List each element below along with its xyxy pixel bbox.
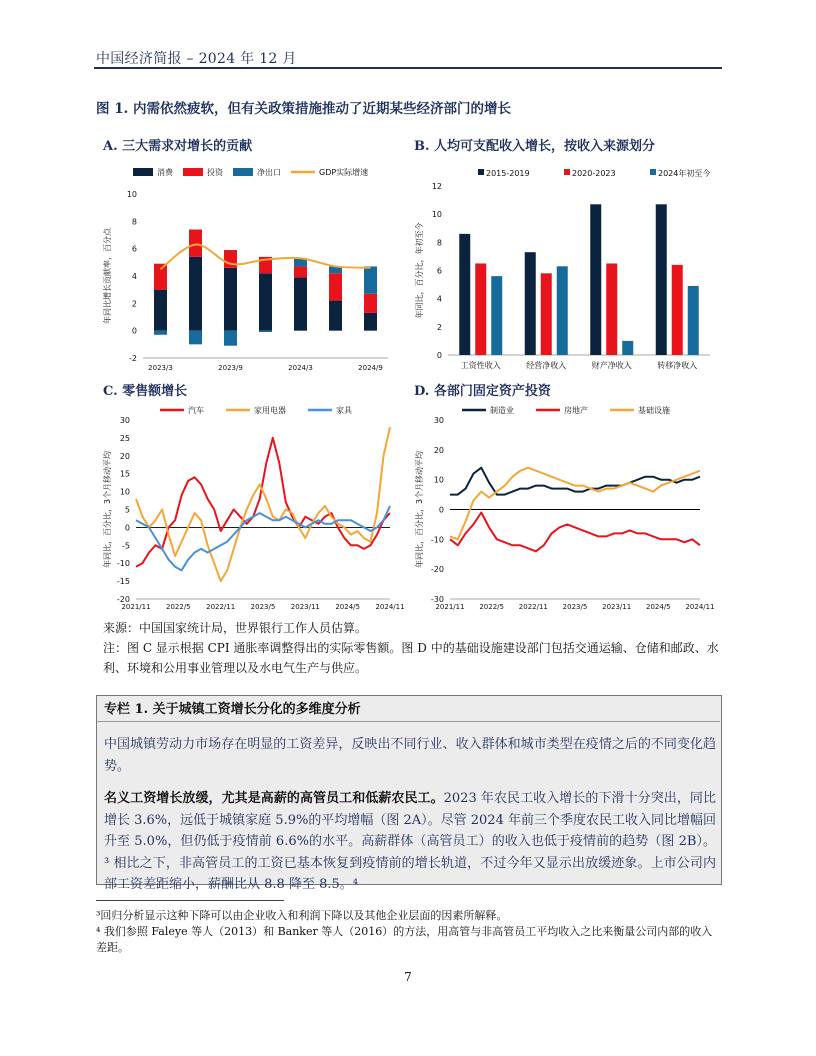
chart-a-bar — [329, 273, 342, 300]
box-title: 专栏 1. 关于城镇工资增长分化的多维度分析 — [104, 702, 361, 717]
chart-a-bar — [189, 230, 202, 257]
footnote-3: ³回归分析显示这种下降可以由企业收入和利润下降以及其他企业层面的因素所解释。 — [96, 909, 508, 922]
chart-d-ylabel: 年同比，百分比，3个月移动平均 — [415, 450, 424, 569]
chart-a-bar — [224, 268, 237, 331]
chart-a-xtick-label: 2024/3 — [288, 364, 313, 372]
chart-b-ylabel: 年同比，百分比，年初至今 — [415, 222, 424, 319]
chart-c-xtick-label: 2024/11 — [375, 603, 405, 611]
chart-c — [98, 402, 408, 618]
chart-b-ytick-label: 12 — [431, 182, 442, 191]
page-header: 中国经济简报 – 2024 年 12 月 — [96, 51, 297, 67]
chart-b-bar — [606, 263, 617, 355]
source-note: 来源：中国国家统计局，世界银行工作人员估算。 — [103, 621, 368, 635]
figure-title: 图 1. 内需依然疲软，但有关政策措施推动了近期某些经济部门的增长 — [96, 101, 511, 117]
chart-d — [410, 402, 720, 618]
chart-c-ytick-label: -15 — [116, 577, 130, 587]
chart-a-bar — [154, 290, 167, 331]
chart-a-ytick-label: 10 — [126, 190, 137, 199]
chart-b-legend-label: 2015-2019 — [486, 169, 530, 178]
chart-c-ytick-label: 5 — [124, 505, 130, 515]
chart-d-legend-label: 制造业 — [490, 406, 514, 415]
chart-d-series-line — [450, 468, 700, 495]
chart-d-ytick-label: -20 — [430, 565, 444, 575]
chart-c-legend-label: 汽车 — [188, 406, 204, 415]
chart-d-ytick-label: -10 — [430, 535, 444, 545]
chart-a-ytick-label: 4 — [131, 272, 137, 281]
chart-a — [98, 160, 398, 380]
box-paragraph-2-lead: 名义工资增长放缓，尤其是高薪的高管员工和低薪农民工。 — [104, 791, 444, 806]
chart-a-ylabel: 年同比增长贡献率，百分点 — [103, 228, 112, 324]
chart-c-xtick-label: 2022/5 — [166, 603, 191, 611]
chart-c-ytick-label: 25 — [119, 433, 130, 443]
chart-c-ytick-label: 30 — [119, 416, 130, 425]
chart-d-xtick-label: 2024/11 — [685, 603, 715, 611]
chart-b-bar — [688, 286, 699, 355]
figure-note: 注：图 C 显示根据 CPI 通胀率调整得出的实际零售额。图 D 中的基础设施建设部门包括交通运输、仓储和邮政、水利、环境和公用事业管理以及水电气生产与供应。 — [103, 641, 719, 675]
page-number: 7 — [404, 970, 412, 984]
chart-c-ytick-label: 20 — [119, 451, 130, 461]
chart-d-series-line — [450, 513, 700, 552]
chart-a-bar — [364, 294, 377, 313]
chart-c-series-line — [136, 427, 390, 581]
box-divider — [97, 721, 720, 722]
chart-d-legend-label: 基础设施 — [638, 406, 670, 415]
chart-b-category-label: 工资性收入 — [460, 361, 501, 370]
chart-a-xtick-label: 2024/9 — [358, 364, 383, 372]
chart-b-bar — [672, 265, 683, 355]
chart-a-ytick-label: 0 — [131, 326, 137, 336]
chart-a-xtick-label: 2023/3 — [148, 364, 173, 372]
chart-c-ytick-label: -20 — [116, 595, 130, 604]
chart-a-bar — [224, 331, 237, 346]
chart-b-legend-label: 2020-2023 — [572, 169, 616, 178]
chart-c-xtick-label: 2022/11 — [206, 603, 236, 611]
box-paragraph-2-body: 2023 年农民工收入增长的下滑十分突出，同比增长 3.6%，远低于城镇家庭 5.9%的平均增幅（图 2A）。尽管 2024 年前三个季度农民工收入同比增幅回升至 5.0%，但仍低于疫情前 6.6%的水平。高薪群体（高管员工）的收入也低于疫情前的趋势（图 2B）。³ 相比之下，非高管员工的工资已基本恢复到疫情前的增长轨道，不过今年又显示出放缓迹象。上市公司内部工资差距缩小，薪酬比从 8.8 降至 8.5。⁴ — [104, 791, 716, 892]
panel-b-title: B. 人均可支配收入增长，按收入来源划分 — [414, 139, 656, 154]
chart-a-bar — [154, 264, 167, 290]
chart-b-category-label: 经营净收入 — [526, 361, 567, 370]
chart-a-bar — [294, 277, 307, 330]
chart-a-legend-swatch — [233, 168, 253, 176]
chart-c-ytick-label: -10 — [116, 559, 130, 569]
chart-b-ytick-label: 8 — [436, 238, 442, 248]
chart-d-xtick-label: 2024/5 — [646, 603, 671, 611]
panel-c-title: C. 零售额增长 — [103, 384, 188, 399]
chart-c-xtick-label: 2021/11 — [121, 603, 151, 611]
chart-c-ytick-label: 10 — [119, 487, 130, 497]
chart-b-bar — [622, 341, 633, 355]
chart-b-ytick-label: 6 — [436, 266, 442, 276]
chart-a-legend-swatch — [133, 168, 153, 176]
chart-b-bar — [656, 204, 667, 355]
chart-b-bar — [590, 204, 601, 355]
chart-b-bar — [475, 263, 486, 355]
panel-d-title: D. 各部门固定资产投资 — [414, 384, 551, 399]
chart-a-bar — [189, 331, 202, 345]
panel-a-title: A. 三大需求对增长的贡献 — [103, 139, 253, 154]
chart-a-bar — [364, 266, 377, 293]
footnote-4: ⁴ 我们参照 Faleye 等人（2013）和 Banker 等人（2016）的方法，用高管与非高管员工平均收入之比来衡量公司内部的收入差距。 — [96, 925, 713, 954]
chart-a-ytick-label: 8 — [131, 217, 137, 227]
chart-d-xtick-label: 2022/5 — [479, 603, 504, 611]
chart-b-legend-label: 2024年初至今 — [658, 169, 711, 178]
chart-d-ytick-label: 0 — [438, 505, 444, 515]
chart-a-legend-swatch — [183, 168, 203, 176]
chart-b-ytick-label: 0 — [436, 351, 442, 360]
chart-c-ytick-label: -5 — [122, 541, 130, 551]
chart-b-bar — [541, 273, 552, 355]
header-rule — [94, 67, 722, 69]
chart-b-legend-swatch — [478, 169, 484, 175]
chart-c-ytick-label: 0 — [124, 523, 130, 533]
chart-b-bar — [557, 266, 568, 355]
chart-c-xtick-label: 2023/11 — [290, 603, 320, 611]
chart-a-bar — [154, 331, 167, 335]
chart-d-xtick-label: 2023/11 — [602, 603, 632, 611]
chart-c-xtick-label: 2023/5 — [250, 603, 276, 611]
chart-d-ytick-label: 20 — [433, 445, 444, 455]
chart-b-category-label: 转移净收入 — [657, 361, 698, 370]
chart-d-ytick-label: 30 — [433, 416, 444, 425]
chart-a-legend-label: 投资 — [207, 168, 223, 177]
chart-a-ytick-label: -2 — [129, 354, 137, 363]
chart-d-xtick-label: 2022/11 — [518, 603, 548, 611]
box-paragraph-2 — [104, 788, 716, 896]
chart-d-ytick-label: -30 — [430, 595, 444, 604]
chart-d-xtick-label: 2023/5 — [562, 603, 588, 611]
chart-a-bar — [294, 266, 307, 277]
chart-b-ytick-label: 2 — [436, 322, 442, 332]
chart-c-xtick-label: 2024/5 — [335, 603, 360, 611]
chart-b-ytick-label: 4 — [436, 294, 442, 304]
chart-a-bar — [364, 313, 377, 331]
chart-b-legend-swatch — [650, 169, 656, 175]
chart-c-legend-label: 家具 — [336, 406, 352, 415]
chart-b-bar — [491, 276, 502, 355]
chart-c-series-line — [136, 438, 390, 567]
chart-b — [410, 160, 720, 380]
chart-a-bar — [259, 273, 272, 330]
chart-a-legend-label: 消费 — [157, 168, 173, 177]
chart-a-bar — [329, 301, 342, 331]
chart-a-ytick-label: 2 — [131, 299, 137, 309]
chart-b-ytick-label: 10 — [431, 210, 442, 220]
chart-d-ytick-label: 10 — [433, 475, 444, 485]
chart-c-series-line — [136, 506, 390, 571]
chart-c-ytick-label: 15 — [119, 469, 130, 479]
chart-d-xtick-label: 2021/11 — [435, 603, 465, 611]
chart-a-bar — [259, 331, 272, 332]
chart-a-legend-label: GDP实际增速 — [319, 168, 369, 177]
chart-d-legend-label: 房地产 — [564, 406, 588, 415]
chart-b-bar — [525, 252, 536, 355]
box-paragraph-1: 中国城镇劳动力市场存在明显的工资差异，反映出不同行业、收入群体和城市类型在疫情之后的不同变化趋势。 — [104, 737, 716, 774]
chart-a-legend-label: 净出口 — [257, 168, 281, 177]
chart-b-category-label: 财产净收入 — [591, 361, 632, 370]
footnote-rule — [96, 900, 284, 901]
chart-a-ytick-label: 6 — [131, 244, 137, 254]
chart-b-legend-swatch — [564, 169, 570, 175]
chart-b-bar — [459, 234, 470, 355]
chart-c-legend-label: 家用电器 — [254, 406, 286, 415]
chart-c-ylabel: 年同比，百分比，3个月移动平均 — [103, 450, 112, 569]
chart-a-xtick-label: 2023/9 — [218, 364, 243, 372]
chart-a-bar — [189, 257, 202, 331]
